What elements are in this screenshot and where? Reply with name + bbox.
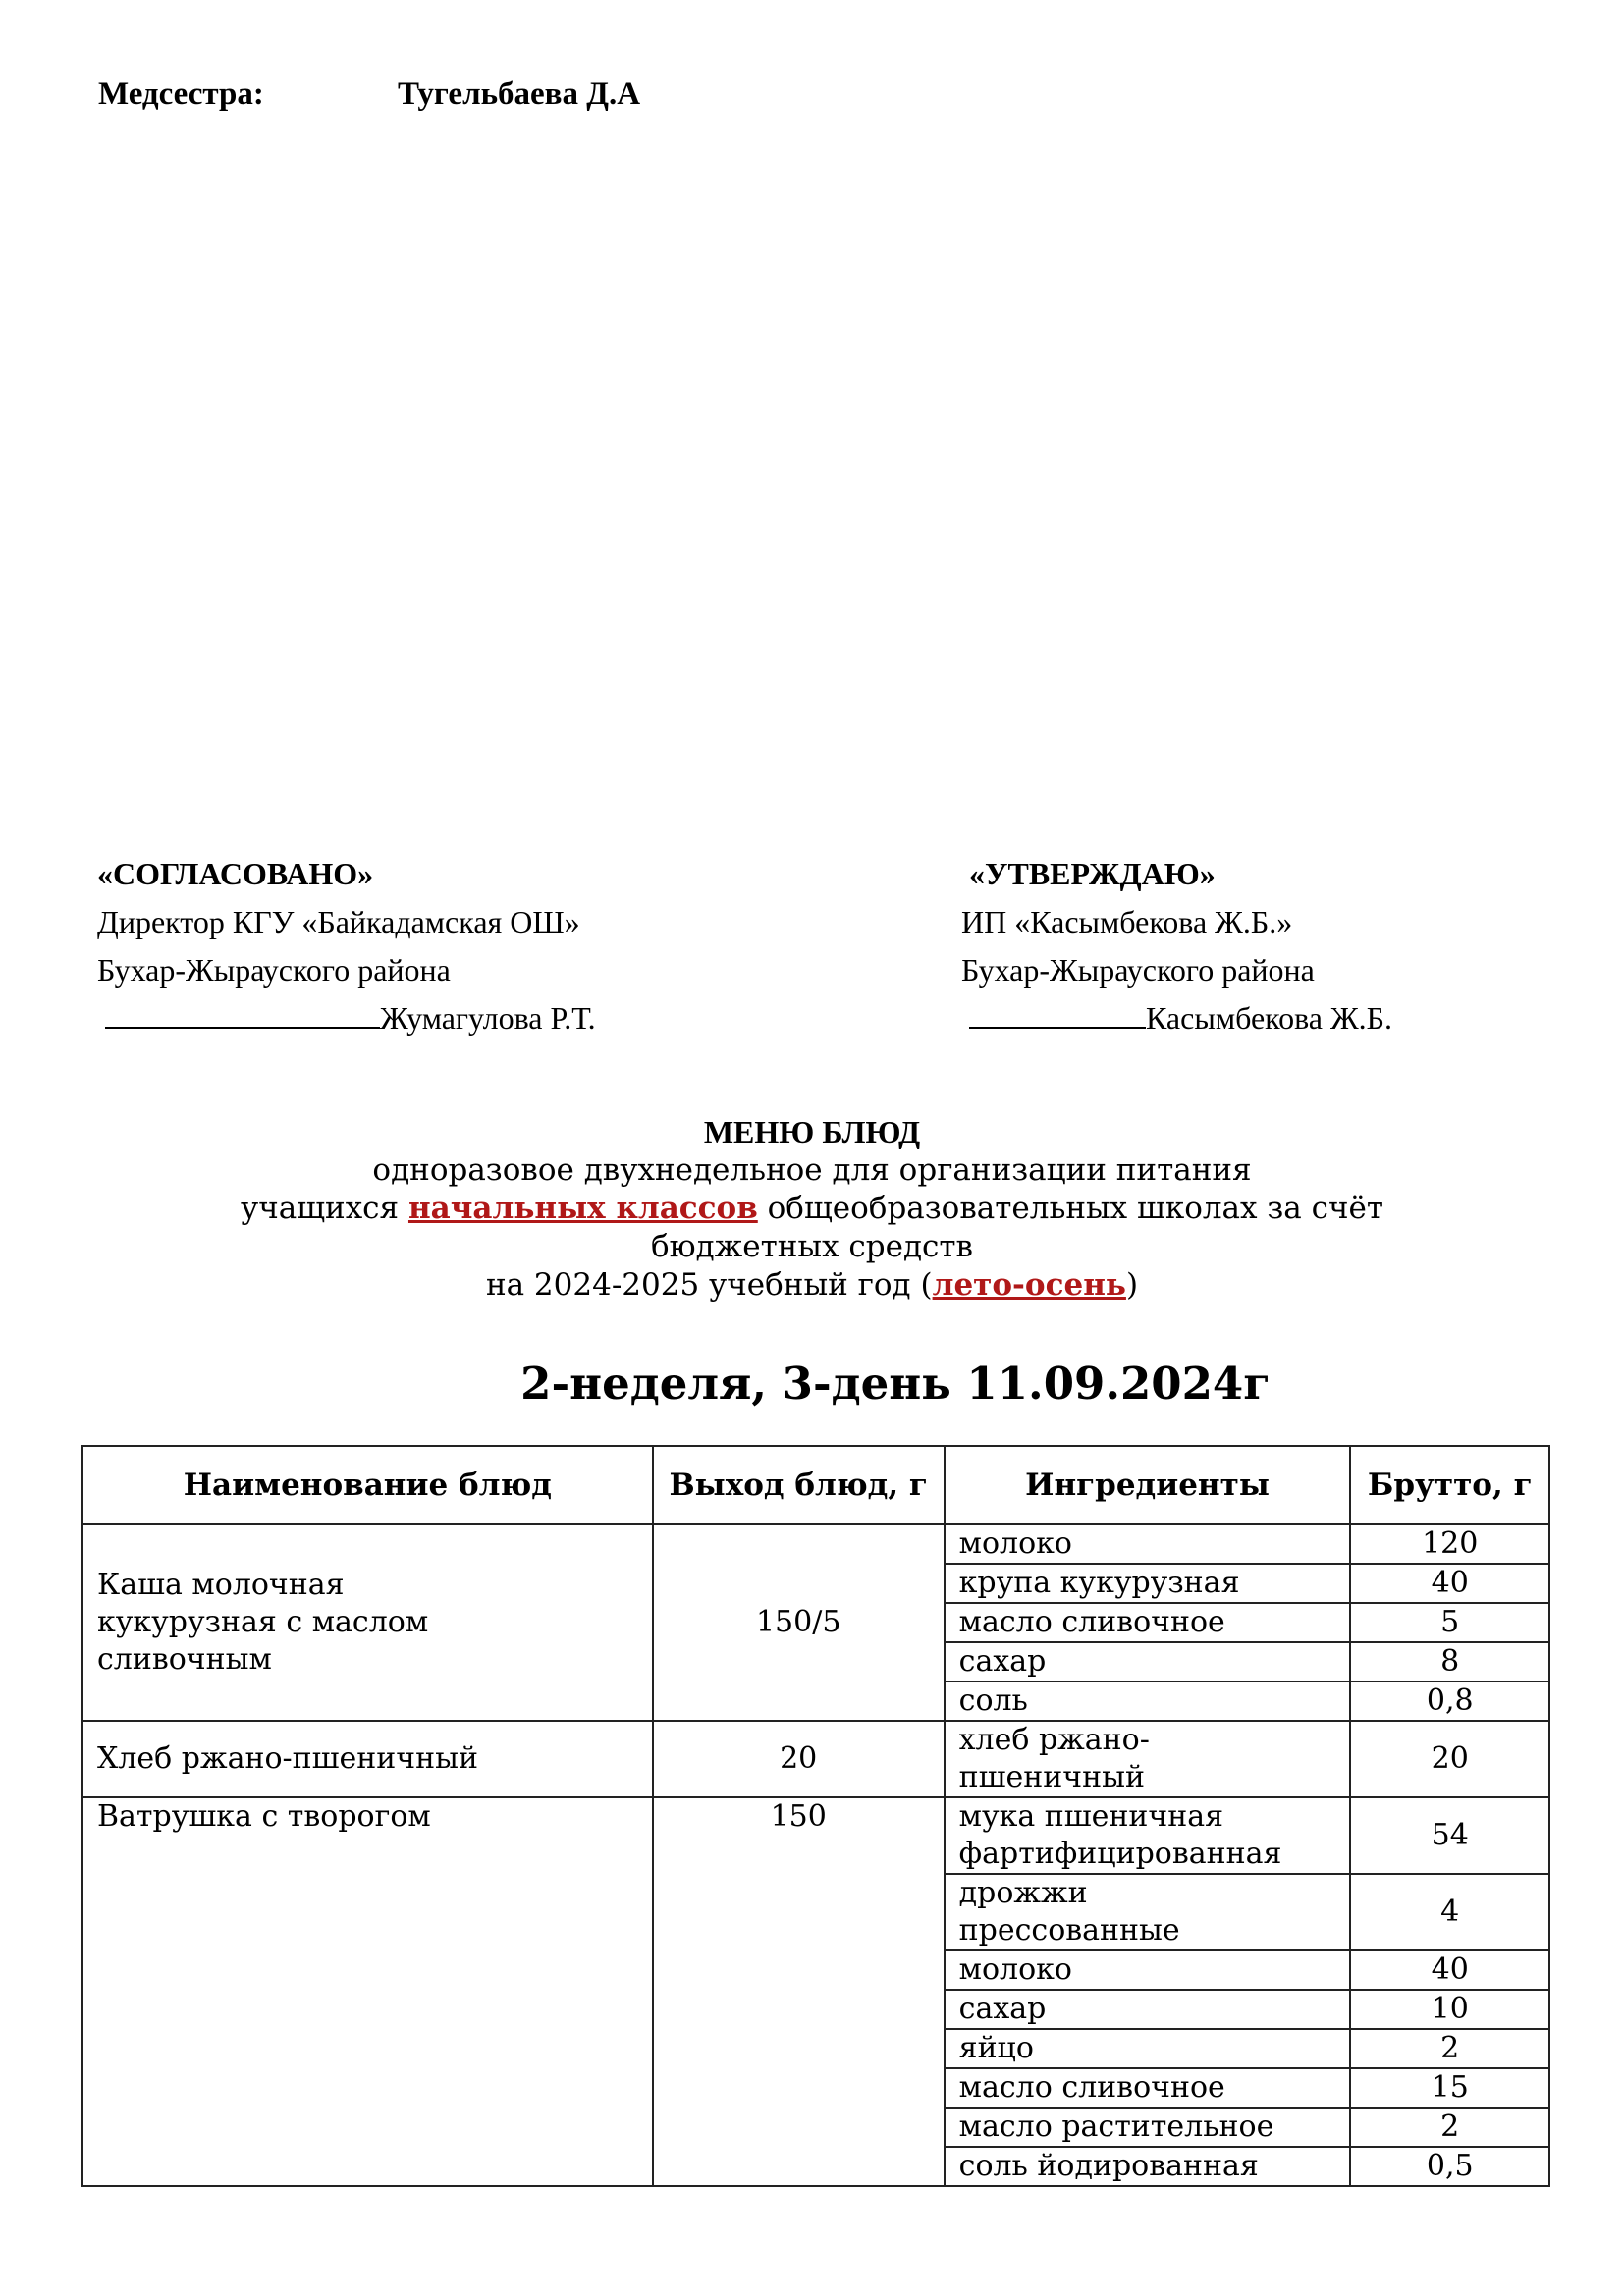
- table-header-row: [82, 1446, 1549, 1524]
- table-row: [82, 1721, 1549, 1797]
- ingredient-name: сахар: [945, 1990, 1351, 2029]
- menu-subtitle-line3: бюджетных средств: [650, 1229, 974, 1264]
- ingredient-gross: 2: [1350, 2029, 1549, 2068]
- table-row: [82, 1524, 1549, 1564]
- ingredient-gross: 120: [1350, 1524, 1549, 1564]
- approval-agreed-title: «СОГЛАСОВАНО»: [97, 856, 374, 891]
- day-title: 2-неделя, 3-день 11.09.2024г: [520, 1358, 1271, 1410]
- menu-subtitle-line2: [0, 1190, 1624, 1228]
- ingredient-gross: 20: [1350, 1721, 1549, 1797]
- ingredient-gross: 40: [1350, 1950, 1549, 1990]
- ingredient-name: мука пшеничная фартифицированная: [945, 1797, 1351, 1874]
- nurse-name: Тугельбаева Д.А: [398, 77, 641, 112]
- ingredient-gross: 2: [1350, 2108, 1549, 2147]
- menu-subtitle-line4: [0, 1266, 1624, 1305]
- header-dish-name: Наименование блюд: [82, 1446, 653, 1524]
- dish-name: Хлеб ржано-пшеничный: [82, 1721, 653, 1797]
- nurse-label: Медсестра:: [98, 77, 264, 112]
- approval-agreed-district: Бухар-Жырауского района: [97, 952, 451, 988]
- ingredient-name: молоко: [945, 1524, 1351, 1564]
- approval-approve-title: «УТВЕРЖДАЮ»: [969, 856, 1216, 891]
- ingredient-name: масло растительное: [945, 2108, 1351, 2147]
- dish-output: 150: [653, 1797, 945, 2186]
- approval-approve-signature: [961, 994, 1392, 1042]
- ingredient-gross: 0,8: [1350, 1682, 1549, 1721]
- ingredient-name: дрожжи прессованные: [945, 1874, 1351, 1950]
- approval-approve-position: ИП «Касымбекова Ж.Б.»: [961, 904, 1293, 939]
- ingredient-gross: 40: [1350, 1564, 1549, 1603]
- header-ingredients: Ингредиенты: [945, 1446, 1351, 1524]
- nurse-line: [98, 77, 640, 113]
- approval-agreed-signer: Жумагулова Р.Т.: [380, 1000, 596, 1036]
- ingredient-name: масло сливочное: [945, 1603, 1351, 1642]
- ingredient-name: соль йодированная: [945, 2147, 1351, 2186]
- header-gross: Брутто, г: [1350, 1446, 1549, 1524]
- table-row: [82, 1797, 1549, 1874]
- approval-approve-block: [961, 850, 1392, 1042]
- season-highlight: лето-осень: [932, 1267, 1126, 1303]
- approval-approve-signer: Касымбекова Ж.Б.: [1146, 1000, 1392, 1036]
- header-output: Выход блюд, г: [653, 1446, 945, 1524]
- line4-prefix: на 2024-2025 учебный год (: [485, 1267, 933, 1303]
- approval-approve-district: Бухар-Жырауского района: [961, 952, 1315, 988]
- ingredient-name: соль: [945, 1682, 1351, 1721]
- ingredient-gross: 0,5: [1350, 2147, 1549, 2186]
- ingredient-name: яйцо: [945, 2029, 1351, 2068]
- dish-name: Ватрушка с творогом: [82, 1797, 653, 2186]
- approval-agreed-position: Директор КГУ «Байкадамская ОШ»: [97, 904, 580, 939]
- ingredient-name: хлеб ржано-пшеничный: [945, 1721, 1351, 1797]
- line2-suffix: общеобразовательных школах за счёт: [757, 1191, 1383, 1226]
- ingredient-gross: 15: [1350, 2068, 1549, 2108]
- line2-prefix: учащихся: [241, 1191, 408, 1226]
- menu-table: [81, 1445, 1550, 2187]
- menu-subtitle-line1: одноразовое двухнедельное для организации питания: [372, 1152, 1252, 1188]
- signature-line: [105, 997, 380, 1029]
- ingredient-gross: 5: [1350, 1603, 1549, 1642]
- ingredient-gross: 10: [1350, 1990, 1549, 2029]
- ingredient-name: масло сливочное: [945, 2068, 1351, 2108]
- ingredient-name: сахар: [945, 1642, 1351, 1682]
- approval-agreed-block: [97, 850, 596, 1042]
- ingredient-name: молоко: [945, 1950, 1351, 1990]
- ingredient-name: крупа кукурузная: [945, 1564, 1351, 1603]
- signature-line: [969, 997, 1146, 1029]
- ingredient-gross: 8: [1350, 1642, 1549, 1682]
- menu-heading: [0, 1113, 1624, 1305]
- line4-suffix: ): [1125, 1267, 1139, 1303]
- dish-output: 20: [653, 1721, 945, 1797]
- approval-agreed-signature: [97, 994, 596, 1042]
- ingredient-gross: 4: [1350, 1874, 1549, 1950]
- dish-output: 150/5: [653, 1524, 945, 1721]
- grade-highlight: начальных классов: [407, 1191, 758, 1226]
- menu-title: МЕНЮ БЛЮД: [703, 1114, 921, 1149]
- dish-name: Каша молочная кукурузная с маслом сливочным: [82, 1524, 653, 1721]
- ingredient-gross: 54: [1350, 1797, 1549, 1874]
